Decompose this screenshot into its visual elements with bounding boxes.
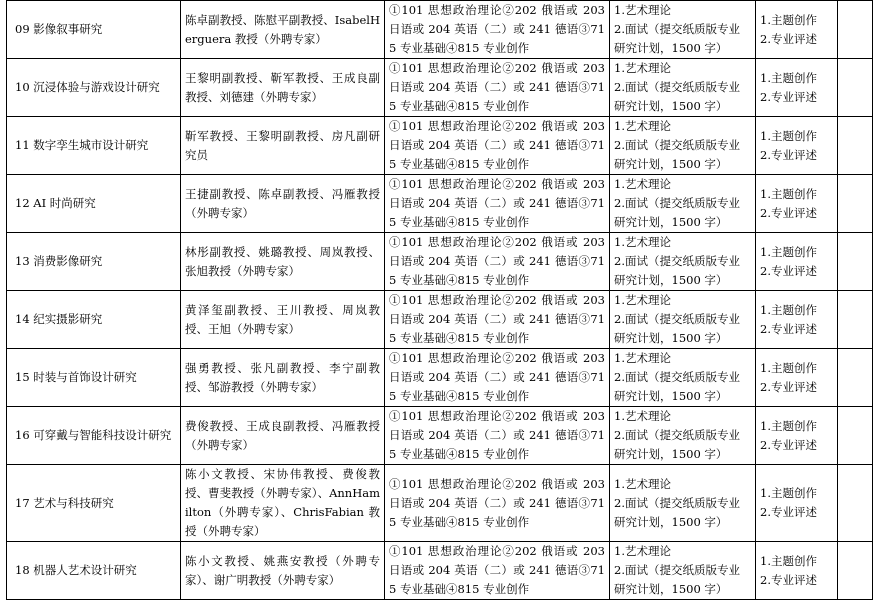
exam-subjects-cell: ①101 思想政治理论②202 俄语或 203 日语或 204 英语（二）或 241 德语③715 专业基础④815 专业创作	[385, 291, 610, 349]
direction-cell: 13 消费影像研究	[7, 233, 181, 291]
equal-level-cell	[756, 349, 838, 407]
direction-cell: 10 沉浸体验与游戏设计研究	[7, 59, 181, 117]
direction-cell: 17 艺术与科技研究	[7, 465, 181, 542]
advisors-cell: 费俊教授、王成良副教授、冯雁教授（外聘专家）	[181, 407, 385, 465]
exam-subjects-cell: ①101 思想政治理论②202 俄语或 203 日语或 204 英语（二）或 241 德语③715 专业基础④815 专业创作	[385, 542, 610, 600]
direction-cell: 16 可穿戴与智能科技设计研究	[7, 407, 181, 465]
exam-subjects-cell: ①101 思想政治理论②202 俄语或 203 日语或 204 英语（二）或 241 德语③715 专业基础④815 专业创作	[385, 349, 610, 407]
equal-item: 2.专业评述	[760, 437, 817, 452]
equal-item: 2.专业评述	[760, 89, 817, 104]
equal-item: 1.主题创作	[760, 12, 817, 27]
equal-item: 1.主题创作	[760, 486, 817, 500]
direction-cell: 15 时装与首饰设计研究	[7, 349, 181, 407]
enrollment-table	[6, 0, 873, 600]
retest-item: 2.面试（提交纸质版专业研究计划，1500 字）	[614, 138, 740, 171]
retest-item: 2.面试（提交纸质版专业研究计划，1500 字）	[614, 563, 740, 596]
equal-item: 1.主题创作	[760, 244, 817, 259]
direction-cell: 09 影像叙事研究	[7, 1, 181, 59]
retest-item: 2.面试（提交纸质版专业研究计划，1500 字）	[614, 22, 740, 55]
note-cell	[838, 465, 873, 542]
equal-item: 1.主题创作	[760, 128, 817, 143]
advisors-cell: 靳军教授、王黎明副教授、房凡副研究员	[181, 117, 385, 175]
equal-level-cell	[756, 291, 838, 349]
advisors-cell: 陈小文教授、宋协伟教授、费俊教授、曹斐教授（外聘专家）、AnnHamilton（外聘专家）、ChrisFabian 教授（外聘专家）	[181, 465, 385, 542]
retest-item: 1.艺术理论	[614, 235, 671, 249]
note-cell	[838, 59, 873, 117]
table-row	[7, 233, 873, 291]
retest-item: 2.面试（提交纸质版专业研究计划，1500 字）	[614, 196, 740, 229]
retest-item: 1.艺术理论	[614, 293, 671, 307]
retest-item: 1.艺术理论	[614, 177, 671, 191]
equal-level-cell	[756, 117, 838, 175]
exam-subjects-cell: ①101 思想政治理论②202 俄语或 203 日语或 204 英语（二）或 241 德语③715 专业基础④815 专业创作	[385, 59, 610, 117]
equal-item: 2.专业评述	[760, 263, 817, 278]
note-cell	[838, 117, 873, 175]
retest-cell	[610, 291, 756, 349]
retest-item: 2.面试（提交纸质版专业研究计划，1500 字）	[614, 254, 740, 287]
exam-subjects-cell: ①101 思想政治理论②202 俄语或 203 日语或 204 英语（二）或 241 德语③715 专业基础④815 专业创作	[385, 175, 610, 233]
table-row	[7, 349, 873, 407]
retest-item: 1.艺术理论	[614, 544, 671, 558]
note-cell	[838, 407, 873, 465]
equal-item: 2.专业评述	[760, 205, 817, 220]
retest-item: 2.面试（提交纸质版专业研究计划，1500 字）	[614, 312, 740, 345]
exam-subjects-cell: ①101 思想政治理论②202 俄语或 203 日语或 204 英语（二）或 241 德语③715 专业基础④815 专业创作	[385, 407, 610, 465]
direction-cell: 18 机器人艺术设计研究	[7, 542, 181, 600]
equal-item: 2.专业评述	[760, 321, 817, 336]
advisors-cell: 黄泽玺副教授、王川教授、周岚教授、王旭（外聘专家）	[181, 291, 385, 349]
advisors-cell: 强勇教授、张凡副教授、李宁副教授、邹游教授（外聘专家）	[181, 349, 385, 407]
table-row	[7, 291, 873, 349]
retest-cell	[610, 117, 756, 175]
note-cell	[838, 233, 873, 291]
equal-item: 2.专业评述	[760, 31, 817, 46]
equal-level-cell	[756, 175, 838, 233]
table-row	[7, 1, 873, 59]
advisors-cell: 王捷副教授、陈卓副教授、冯雁教授（外聘专家）	[181, 175, 385, 233]
table-row	[7, 407, 873, 465]
equal-level-cell	[756, 1, 838, 59]
direction-cell: 12 AI 时尚研究	[7, 175, 181, 233]
equal-level-cell	[756, 407, 838, 465]
advisors-cell: 陈小文教授、姚燕安教授（外聘专家）、谢广明教授（外聘专家）	[181, 542, 385, 600]
table-row	[7, 117, 873, 175]
equal-item: 2.专业评述	[760, 379, 817, 394]
note-cell	[838, 349, 873, 407]
table-row	[7, 542, 873, 600]
note-cell	[838, 542, 873, 600]
equal-level-cell	[756, 542, 838, 600]
direction-cell: 11 数字孪生城市设计研究	[7, 117, 181, 175]
direction-cell: 14 纪实摄影研究	[7, 291, 181, 349]
equal-level-cell	[756, 465, 838, 542]
equal-item: 1.主题创作	[760, 360, 817, 375]
note-cell	[838, 1, 873, 59]
equal-level-cell	[756, 59, 838, 117]
retest-item: 1.艺术理论	[614, 61, 671, 75]
exam-subjects-cell: ①101 思想政治理论②202 俄语或 203 日语或 204 英语（二）或 241 德语③715 专业基础④815 专业创作	[385, 117, 610, 175]
equal-item: 1.主题创作	[760, 302, 817, 317]
equal-item: 1.主题创作	[760, 70, 817, 85]
retest-item: 2.面试（提交纸质版专业研究计划，1500 字）	[614, 80, 740, 113]
exam-subjects-cell: ①101 思想政治理论②202 俄语或 203 日语或 204 英语（二）或 241 德语③715 专业基础④815 专业创作	[385, 233, 610, 291]
equal-item: 2.专业评述	[760, 505, 817, 519]
equal-item: 1.主题创作	[760, 418, 817, 433]
retest-cell	[610, 349, 756, 407]
retest-item: 2.面试（提交纸质版专业研究计划，1500 字）	[614, 495, 740, 529]
advisors-cell: 王黎明副教授、靳军教授、王成良副教授、刘德建（外聘专家）	[181, 59, 385, 117]
equal-item: 1.主题创作	[760, 553, 817, 568]
retest-item: 2.面试（提交纸质版专业研究计划，1500 字）	[614, 370, 740, 403]
retest-cell	[610, 465, 756, 542]
retest-item: 1.艺术理论	[614, 119, 671, 133]
table-row	[7, 59, 873, 117]
retest-cell	[610, 407, 756, 465]
retest-cell	[610, 542, 756, 600]
retest-cell	[610, 233, 756, 291]
retest-item: 1.艺术理论	[614, 3, 671, 17]
table-body	[7, 1, 873, 600]
advisors-cell: 陈卓副教授、陈慰平副教授、IsabelHerguera 教授（外聘专家）	[181, 1, 385, 59]
advisors-cell: 林彤副教授、姚璐教授、周岚教授、张旭教授（外聘专家）	[181, 233, 385, 291]
retest-item: 1.艺术理论	[614, 476, 671, 491]
retest-cell	[610, 1, 756, 59]
table-row	[7, 465, 873, 542]
equal-item: 1.主题创作	[760, 186, 817, 201]
equal-item: 2.专业评述	[760, 572, 817, 587]
note-cell	[838, 291, 873, 349]
exam-subjects-cell: ①101 思想政治理论②202 俄语或 203 日语或 204 英语（二）或 241 德语③715 专业基础④815 专业创作	[385, 1, 610, 59]
retest-cell	[610, 175, 756, 233]
note-cell	[838, 175, 873, 233]
retest-cell	[610, 59, 756, 117]
retest-item: 1.艺术理论	[614, 409, 671, 423]
retest-item: 1.艺术理论	[614, 351, 671, 365]
table-row	[7, 175, 873, 233]
equal-item: 2.专业评述	[760, 147, 817, 162]
equal-level-cell	[756, 233, 838, 291]
retest-item: 2.面试（提交纸质版专业研究计划，1500 字）	[614, 428, 740, 461]
exam-subjects-cell: ①101 思想政治理论②202 俄语或 203 日语或 204 英语（二）或 241 德语③715 专业基础④815 专业创作	[385, 465, 610, 542]
